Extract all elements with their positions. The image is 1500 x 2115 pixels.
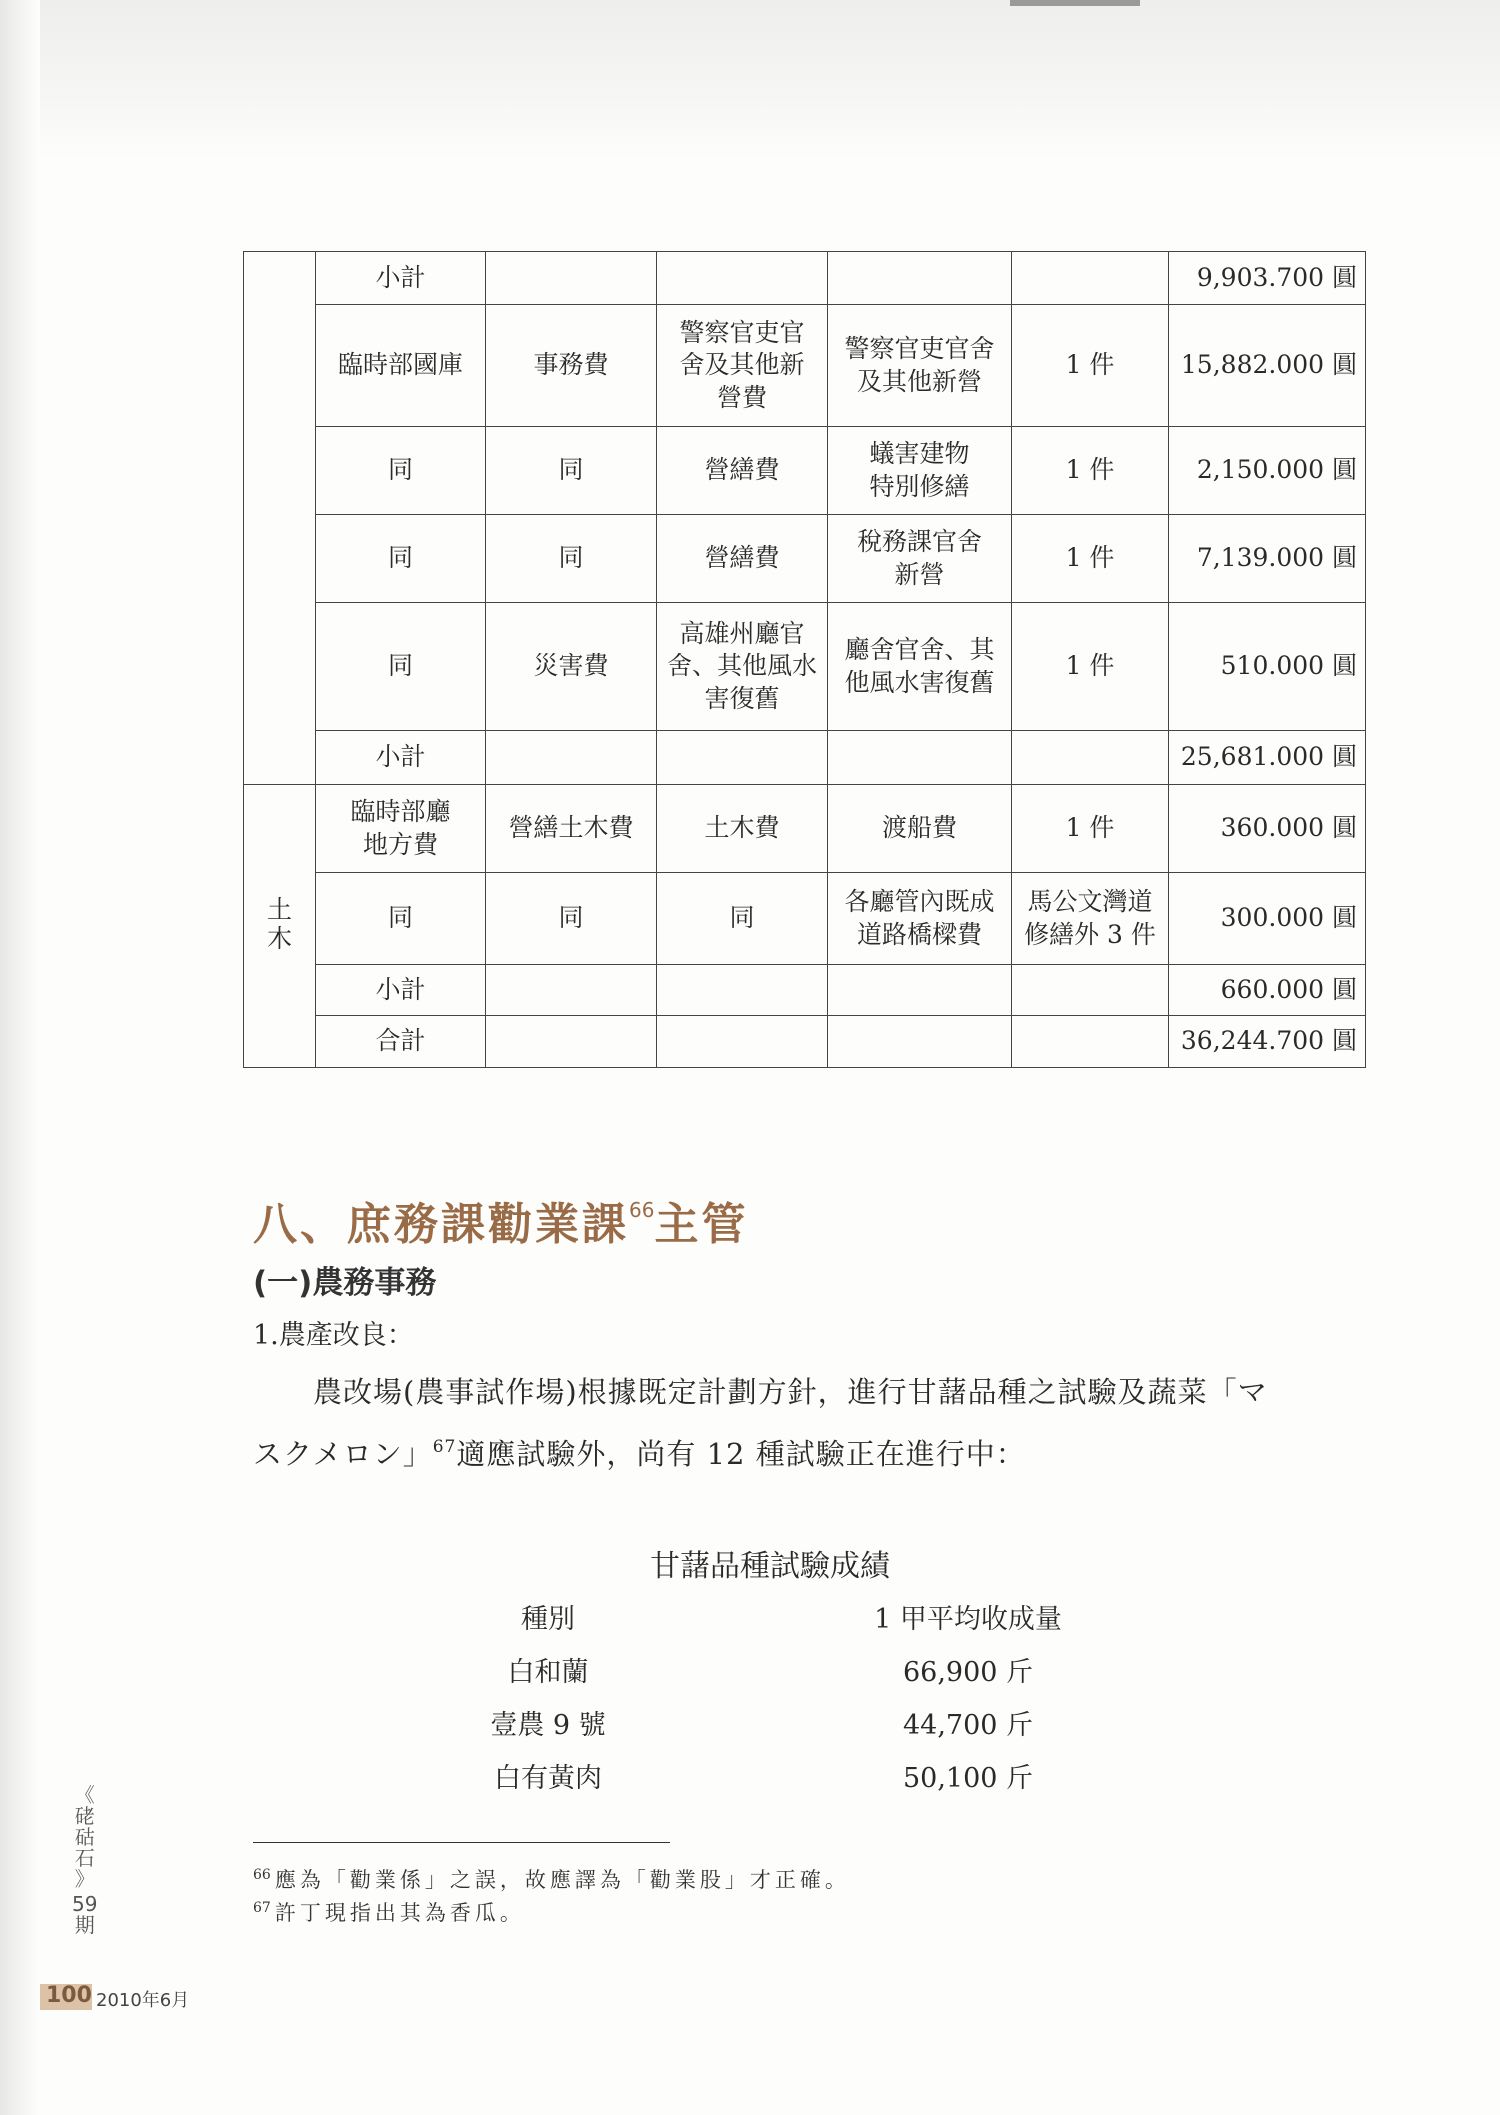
cell-amount: 2,150.000 圓: [1169, 427, 1366, 515]
footnote: [253, 1864, 850, 1894]
table-row: [244, 873, 1366, 965]
cell-purpose: [828, 427, 1012, 515]
paragraph-line: 農改場(農事試作場)根據既定計劃方針，進行甘藷品種之試驗及蔬菜「マ: [313, 1375, 1268, 1409]
cell-line: 舍、其他風水: [666, 651, 817, 681]
cell-line: 警察官吏官: [679, 317, 805, 347]
variety-cell: 壹農 9 號: [490, 1710, 606, 1741]
footnote-text: 許丁現指出其為香瓜。: [274, 1901, 525, 1925]
table-row: [244, 965, 1366, 1016]
issue-char: 期: [74, 1913, 95, 1937]
cell-line: 特別修繕: [869, 471, 970, 501]
group-cell-civil-works: [244, 785, 316, 1068]
footnote-ref: 66: [629, 1198, 655, 1222]
cell-amount: 510.000 圓: [1169, 603, 1366, 731]
cell-account: 臨時部國庫: [316, 305, 486, 427]
cell-purpose: 渡船費: [828, 785, 1012, 873]
cell-subitem: 土木費: [657, 785, 828, 873]
budget-table: [243, 251, 1366, 1068]
cell-quantity: [1012, 873, 1169, 965]
yield-cell: 66,900 斤: [902, 1657, 1034, 1688]
cell-line: 馬公文灣道: [1027, 887, 1153, 916]
cell-account: [316, 785, 486, 873]
cell-amount: 300.000 圓: [1169, 873, 1366, 965]
cell-item: 營繕土木費: [486, 785, 657, 873]
table-row: [244, 1016, 1366, 1068]
table-row: [244, 785, 1366, 873]
footnote-number: 66: [253, 1867, 271, 1883]
table-row: [244, 252, 1366, 305]
cell-subitem: [657, 965, 828, 1016]
cell-account: 小計: [316, 965, 486, 1016]
cell-account: 同: [316, 603, 486, 731]
issue-number: 59: [72, 1892, 98, 1916]
issue-date: 2010年6月: [96, 1990, 190, 2011]
cell-item: 事務費: [486, 305, 657, 427]
cell-line: 蟻害建物: [869, 439, 970, 468]
group-label: [267, 896, 292, 954]
table-row: [244, 731, 1366, 785]
table-row: [398, 1749, 1238, 1802]
cell-quantity: 1 件: [1012, 785, 1169, 873]
cell-line: 廳舍官舍、其: [844, 635, 995, 664]
column-header: 1 甲平均收成量: [874, 1604, 1062, 1635]
cell-purpose: [828, 305, 1012, 427]
group-label-char: 土: [266, 895, 292, 925]
table-header-row: [398, 1590, 1238, 1643]
cell-quantity: [1012, 965, 1169, 1016]
cell-purpose: [828, 603, 1012, 731]
journal-char: 𥑮: [74, 1825, 95, 1849]
page-number: 100: [46, 1983, 92, 2008]
cell-item: [486, 252, 657, 305]
section-heading: [253, 1188, 748, 1252]
cell-account: 小計: [316, 252, 486, 305]
cell-account: 同: [316, 515, 486, 603]
cell-amount: 7,139.000 圓: [1169, 515, 1366, 603]
cell-item: 同: [486, 427, 657, 515]
cell-amount: 9,903.700 圓: [1169, 252, 1366, 305]
cell-account: 同: [316, 873, 486, 965]
cell-subitem: [657, 252, 828, 305]
cell-account: 小計: [316, 731, 486, 785]
cell-purpose: [828, 1016, 1012, 1068]
journal-char: 》: [74, 1867, 95, 1891]
cell-purpose: [828, 731, 1012, 785]
cell-quantity: [1012, 731, 1169, 785]
top-shading: [40, 0, 1500, 160]
table-row: [244, 427, 1366, 515]
column-header: 種別: [521, 1604, 575, 1635]
cell-subitem: [657, 731, 828, 785]
cell-subitem: [657, 603, 828, 731]
table-row: [244, 603, 1366, 731]
paragraph-text: 適應試驗外，尚有 12 種試驗正在進行中：: [456, 1437, 1026, 1471]
cell-purpose: [828, 515, 1012, 603]
cell-quantity: 1 件: [1012, 515, 1169, 603]
cell-line: 高雄州廳官: [679, 618, 805, 648]
cell-subitem: 同: [657, 873, 828, 965]
cell-line: 害復舊: [704, 683, 780, 713]
footnote-number: 67: [253, 1900, 271, 1916]
cell-account: 合計: [316, 1016, 486, 1068]
section-heading-text-end: 主管: [654, 1199, 749, 1250]
cell-amount: 25,681.000 圓: [1169, 731, 1366, 785]
cell-amount: 660.000 圓: [1169, 965, 1366, 1016]
cell-quantity: [1012, 1016, 1169, 1068]
cell-subitem: [657, 1016, 828, 1068]
cell-line: 新營: [894, 559, 945, 589]
cell-amount: 360.000 圓: [1169, 785, 1366, 873]
variety-cell: 白和蘭: [507, 1657, 589, 1688]
cell-line: 稅務課官舍: [856, 527, 982, 556]
list-item-heading: 1.農產改良：: [253, 1320, 414, 1351]
cell-quantity: [1012, 252, 1169, 305]
table-row: [244, 515, 1366, 603]
cell-item: 同: [486, 873, 657, 965]
cell-line: 及其他新營: [856, 366, 982, 396]
cell-amount: 36,244.700 圓: [1169, 1016, 1366, 1068]
table-row: [244, 305, 1366, 427]
cell-amount: 15,882.000 圓: [1169, 305, 1366, 427]
results-table-title: 甘藷品種試驗成績: [650, 1549, 890, 1584]
cell-line: 道路橋樑費: [856, 919, 982, 949]
cell-purpose: [828, 965, 1012, 1016]
footnote: [253, 1897, 525, 1927]
footnote-text: 應為「勸業係」之誤，故應譯為「勸業股」才正確。: [274, 1868, 850, 1892]
header-stub: [1010, 0, 1140, 6]
cell-item: [486, 1016, 657, 1068]
journal-char: 石: [74, 1846, 95, 1870]
cell-purpose: [828, 252, 1012, 305]
footnote-ref: 67: [432, 1437, 457, 1457]
cell-line: 營費: [716, 382, 767, 412]
cell-line: 臨時部廳: [350, 797, 451, 826]
table-row: [398, 1696, 1238, 1749]
cell-purpose: [828, 873, 1012, 965]
cell-quantity: 1 件: [1012, 305, 1169, 427]
yield-cell: 44,700 斤: [902, 1710, 1034, 1741]
cell-item: [486, 965, 657, 1016]
cell-line: 警察官吏官舍: [844, 334, 995, 363]
cell-quantity: 1 件: [1012, 603, 1169, 731]
cell-subitem: [657, 305, 828, 427]
footnote-divider: [253, 1842, 670, 1843]
paragraph-line: [253, 1432, 1026, 1473]
cell-subitem: 營繕費: [657, 427, 828, 515]
cell-subitem: 營繕費: [657, 515, 828, 603]
journal-name-vertical: [72, 1785, 97, 1936]
cell-line: 地方費: [362, 829, 438, 859]
cell-line: 各廳管內既成: [844, 887, 995, 916]
cell-line: 修繕外 3 件: [1024, 919, 1156, 949]
yield-cell: 50,100 斤: [902, 1763, 1034, 1794]
results-table: [398, 1590, 1238, 1802]
journal-char: 硓: [74, 1804, 95, 1828]
cell-item: [486, 731, 657, 785]
group-label-char: 木: [266, 924, 292, 954]
binding-shadow: [0, 0, 40, 2115]
section-heading-text: 八、庶務課勸業課: [253, 1199, 629, 1250]
group-cell-blank: [244, 252, 316, 785]
variety-cell: 白有黃肉: [494, 1763, 602, 1794]
subsection-heading: (一)農務事務: [253, 1265, 437, 1301]
cell-item: 災害費: [486, 603, 657, 731]
cell-line: 舍及其他新: [679, 350, 805, 380]
cell-line: 他風水害復舊: [844, 667, 995, 697]
table-row: [398, 1643, 1238, 1696]
cell-account: 同: [316, 427, 486, 515]
cell-quantity: 1 件: [1012, 427, 1169, 515]
cell-item: 同: [486, 515, 657, 603]
journal-char: 《: [74, 1783, 95, 1807]
paragraph-text: スクメロン」: [253, 1437, 433, 1471]
